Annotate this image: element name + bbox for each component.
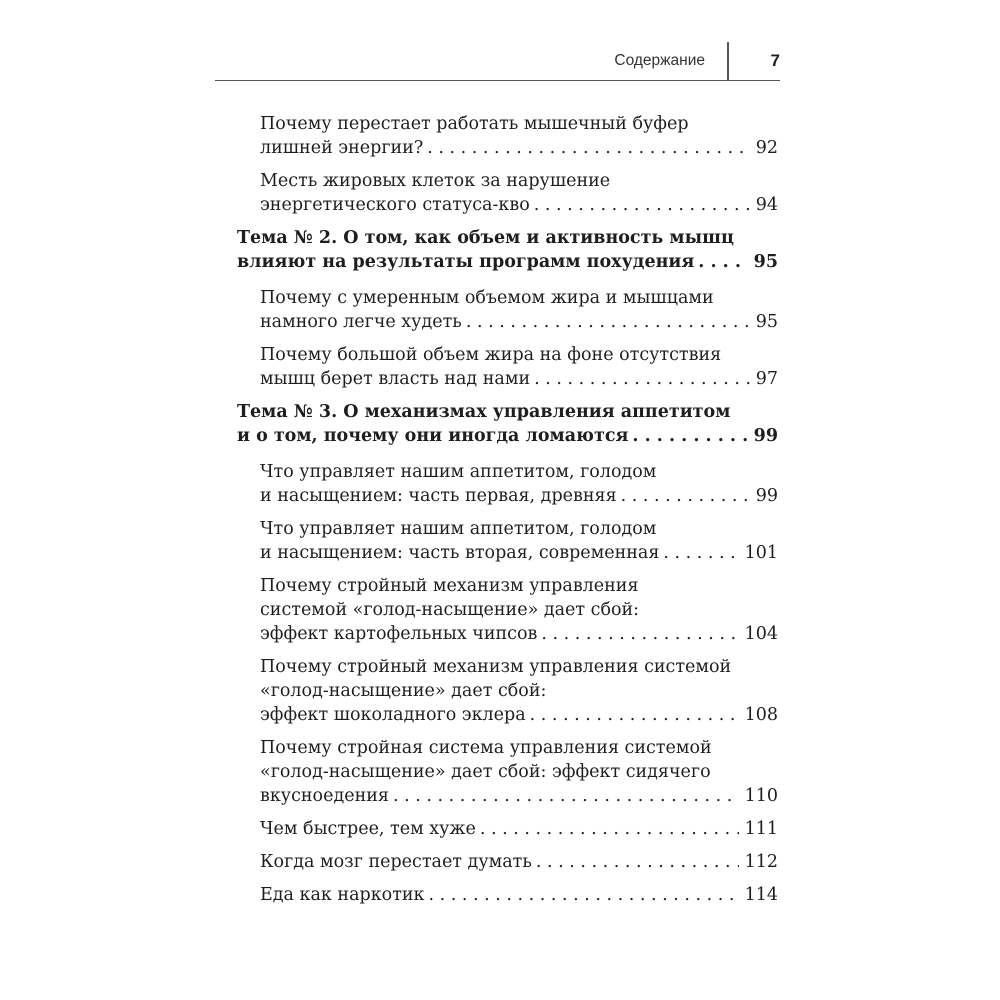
entry-title-line: и насыщением: часть вторая, современная — [260, 543, 660, 563]
entry-title-line: намного легче худеть — [260, 312, 462, 332]
toc-section-entry[interactable] — [237, 286, 778, 334]
entry-last-line — [260, 883, 778, 907]
entry-page-number: 101 — [744, 543, 778, 563]
dot-leader — [428, 883, 738, 907]
toc-section-entry[interactable] — [237, 574, 778, 646]
entry-title-line: влияют на результаты программ похудения — [237, 252, 695, 272]
entry-page-number: 111 — [744, 819, 778, 839]
entry-title-line: вкусноедения — [260, 786, 389, 806]
dot-leader — [480, 817, 739, 841]
entry-last-line — [260, 784, 778, 808]
entry-title-line: «голод-насыщение» дает сбой: эффект сидячего — [260, 762, 711, 782]
entry-title-line: мышц берет власть над нами — [260, 369, 531, 389]
entry-page-number: 110 — [744, 786, 778, 806]
entry-last-line — [260, 622, 778, 646]
dot-leader — [530, 703, 739, 727]
entry-last-line — [260, 484, 778, 508]
toc-chapter-entry[interactable] — [237, 400, 778, 448]
entry-title-line: Чем быстрее, тем хуже — [260, 819, 476, 839]
entry-page-number: 97 — [755, 369, 778, 389]
dot-leader — [621, 484, 750, 508]
dot-leader — [698, 250, 747, 274]
entry-page-number: 95 — [753, 252, 778, 272]
toc-section-entry[interactable] — [237, 655, 778, 727]
running-title: Содержание — [614, 52, 705, 69]
entry-title-line: «голод-насыщение» дает сбой: — [260, 681, 547, 701]
toc-section-entry[interactable] — [237, 883, 778, 907]
entry-page-number: 108 — [744, 705, 778, 725]
entry-title-line: Что управляет нашим аппетитом, голодом — [260, 519, 657, 539]
table-of-contents — [237, 112, 778, 916]
toc-section-entry[interactable] — [237, 112, 778, 160]
entry-title-line: и о том, почему они иногда ломаются — [237, 426, 629, 446]
dot-leader — [534, 367, 750, 391]
dot-leader — [663, 541, 738, 565]
toc-section-entry[interactable] — [237, 736, 778, 808]
entry-last-line — [260, 367, 778, 391]
entry-last-line — [260, 541, 778, 565]
toc-section-entry[interactable] — [237, 850, 778, 874]
entry-last-line — [260, 817, 778, 841]
entry-title-line: Что управляет нашим аппетитом, голодом — [260, 462, 657, 482]
entry-last-line — [260, 193, 778, 217]
entry-title-line: Тема № 2. О том, как объем и активность мышц — [237, 228, 734, 248]
entry-last-line — [260, 703, 778, 727]
entry-title-line: системой «голод-насыщение» дает сбой: — [260, 600, 640, 620]
entry-page-number: 114 — [744, 885, 778, 905]
toc-section-entry[interactable] — [237, 169, 778, 217]
toc-section-entry[interactable] — [237, 343, 778, 391]
entry-title-line: Почему большой объем жира на фоне отсутствия — [260, 345, 722, 365]
entry-last-line — [237, 424, 778, 448]
entry-last-line — [260, 310, 778, 334]
dot-leader — [541, 622, 738, 646]
entry-title-line: лишней энергии? — [260, 138, 424, 158]
entry-page-number: 104 — [744, 624, 778, 644]
entry-last-line — [237, 250, 778, 274]
entry-page-number: 92 — [755, 138, 778, 158]
toc-section-entry[interactable] — [237, 517, 778, 565]
dot-leader — [466, 310, 750, 334]
entry-last-line — [260, 136, 778, 160]
page-header — [215, 42, 780, 81]
header-divider — [727, 42, 729, 80]
entry-page-number: 99 — [753, 426, 778, 446]
entry-page-number: 99 — [755, 486, 778, 506]
entry-title-line: Почему стройный механизм управления — [260, 576, 639, 596]
entry-title-line: эффект картофельных чипсов — [260, 624, 538, 644]
toc-chapter-entry[interactable] — [237, 226, 778, 274]
entry-title-line: Месть жировых клеток за нарушение — [260, 171, 611, 191]
entry-title-line: Почему стройный механизм управления системой — [260, 657, 732, 677]
entry-title-line: Почему стройная система управления системой — [260, 738, 712, 758]
entry-title-line: Еда как наркотик — [260, 885, 425, 905]
entry-page-number: 94 — [755, 195, 778, 215]
entry-title-line: Почему с умеренным объемом жира и мышцами — [260, 288, 714, 308]
dot-leader — [393, 784, 739, 808]
entry-title-line: Когда мозг перестает думать — [260, 852, 532, 872]
entry-title-line: и насыщением: часть первая, древняя — [260, 486, 617, 506]
page-number: 7 — [770, 51, 780, 70]
dot-leader — [536, 850, 739, 874]
entry-last-line — [260, 850, 778, 874]
dot-leader — [632, 424, 747, 448]
entry-page-number: 112 — [744, 852, 778, 872]
toc-section-entry[interactable] — [237, 460, 778, 508]
toc-section-entry[interactable] — [237, 817, 778, 841]
dot-leader — [427, 136, 750, 160]
entry-title-line: эффект шоколадного эклера — [260, 705, 526, 725]
dot-leader — [534, 193, 750, 217]
entry-title-line: Почему перестает работать мышечный буфер — [260, 114, 689, 134]
entry-page-number: 95 — [755, 312, 778, 332]
entry-title-line: энергетического статуса-кво — [260, 195, 530, 215]
entry-title-line: Тема № 3. О механизмах управления аппетитом — [237, 402, 731, 422]
